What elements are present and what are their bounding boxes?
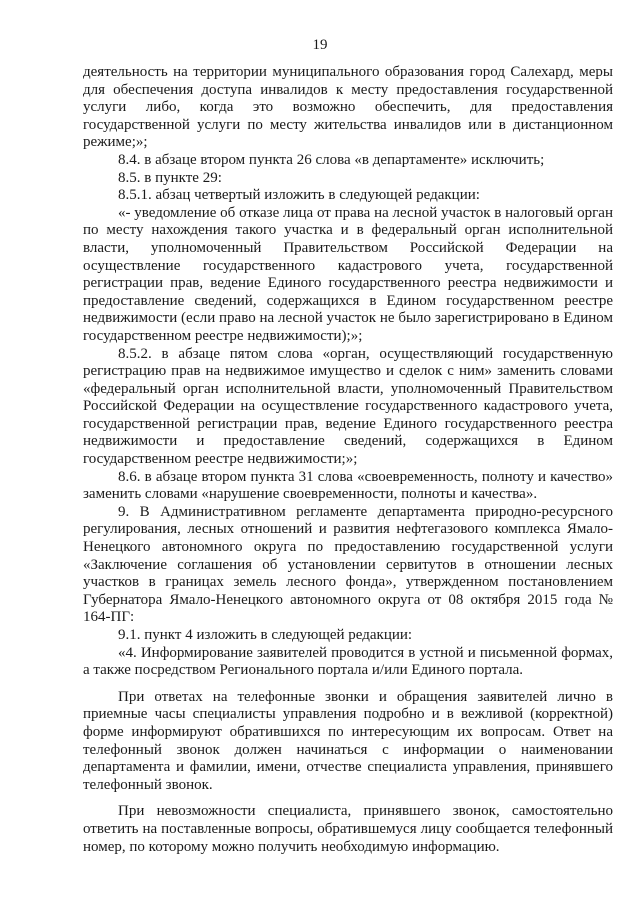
- paragraph-8-5: 8.5. в пункте 29:: [118, 169, 222, 186]
- page-number: 19: [312, 37, 328, 53]
- paragraph-8-5-1: 8.5.1. абзац четвертый изложить в следующей редакции:: [118, 187, 480, 204]
- paragraph-continuation: деятельность на территории муниципального образования город Салехард, меры для обеспечения доступа инвалидов к месту предоставления государственной услуги либо, когда это возможно обеспечить, для предоставления государственной услуги по месту жительства инвалидов или в дистанционном режиме;»;: [83, 64, 613, 151]
- paragraph-quote-4: «4. Информирование заявителей проводится в устной и письменной формах, а также посредством Регионального портала и/или Единого портала.: [83, 644, 613, 679]
- paragraph-quote-notification: «- уведомление об отказе лица от права на лесной участок в налоговый орган по месту нахождения такого участка и в федеральный орган исполнительной власти, уполномоченный Правительством Российской Федерации на осуществление государственного кадастрового учета, государственной регистрации прав, ведение Единого государственного реестра недвижимости и предоставление сведений, содержащихся в Едином государственном реестре недвижимости (если право на лесной участок не было зарегистрировано в Едином государственном реестре недвижимости);»;: [83, 204, 613, 344]
- paragraph-9: 9. В Административном регламенте департамента природно-ресурсного регулирования, лесных отношений и развития нефтегазового комплекса Ямало-Ненецкого автономного округа по предоставлению государственной услуги «Заключение соглашения об установлении сервитутов в отношении лесных участков в границах земель лесного фонда», утвержденном постановлением Губернатора Ямало-Ненецкого автономного округа от 08 октября 2015 года № 164-ПГ:: [83, 503, 613, 626]
- paragraph-impossibility: При невозможности специалиста, принявшего звонок, самостоятельно ответить на поставленные вопросы, обратившемуся лицу сообщается телефонный номер, по которому можно получить необходимую информацию.: [83, 803, 613, 855]
- paragraph-9-1: 9.1. пункт 4 изложить в следующей редакции:: [118, 627, 413, 643]
- paragraph-8-5-2: 8.5.2. в абзаце пятом слова «орган, осуществляющий государственную регистрацию прав на недвижимое имущество и сделок с ним» заменить словами «федеральный орган исполнительной власти, уполномоченный Правительством Российской Федерации на осуществление государственного кадастрового учета, государственной регистрации прав, ведение Единого государственного реестра недвижимости и предоставление сведений, содержащихся в Едином государственном реестре недвижимости;»;: [83, 345, 613, 468]
- paragraph-phone-answers: При ответах на телефонные звонки и обращения заявителей лично в приемные часы специалисты управления подробно и в вежливой (корректной) форме информируют обратившихся по интересующим их вопросам. Ответ на телефонный звонок должен начинаться с информации о наименовании департамента и фамилии, имени, отчестве специалиста управления, принявшего телефонный звонок.: [83, 688, 613, 793]
- paragraph-8-4: 8.4. в абзаце втором пункта 26 слова «в департаменте» исключить;: [118, 151, 545, 168]
- paragraph-8-6: 8.6. в абзаце втором пункта 31 слова «своевременность, полноту и качество» заменить словами «нарушение своевременности, полноты и качества».: [83, 468, 613, 503]
- document-body: [83, 64, 613, 856]
